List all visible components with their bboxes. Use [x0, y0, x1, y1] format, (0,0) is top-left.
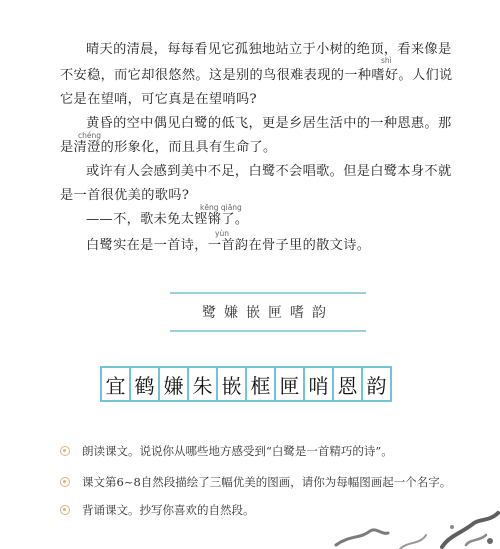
exercise-text: 朗读课文。说说你从哪些地方感受到“白鹭是一首精巧的诗”。 [82, 444, 393, 458]
paragraph-line: 它是在望哨，可它真是在望哨吗? [60, 92, 257, 107]
character-box: 嫌 [158, 366, 189, 402]
pinyin-cheng: chéng [78, 131, 102, 140]
character-box: 嵌 [216, 366, 247, 402]
paragraph-line: 不安稳，而它却很悠然。这是别的鸟很难表现的一种嗜好。人们说 [60, 68, 453, 83]
vocab-title: 鹭嫌嵌匣嗜韵 [170, 292, 366, 332]
paragraph-line: 白鹭实在是一首诗，一首韵在骨子里的散文诗。 [86, 238, 371, 253]
character-box: 朱 [187, 366, 218, 402]
circle-bullet-icon [60, 446, 70, 456]
character-box: 恩 [332, 366, 363, 402]
character-box: 框 [245, 366, 276, 402]
character-box: 韵 [361, 366, 392, 402]
paragraph-line: 晴天的清晨，每每看见它孤独地站立于小树的绝顶，看来像是 [86, 42, 452, 57]
character-box: 宜 [100, 366, 131, 402]
paragraph-line: 是一首很优美的歌吗? [60, 188, 190, 203]
pinyin-yun: yùn [215, 229, 229, 238]
paragraph-line: ——不，歌未免太铿锵了。 [86, 212, 249, 227]
paragraph-line: 黄昏的空中偶见白鹭的低飞，更是乡居生活中的一种恩惠。那 [86, 116, 452, 131]
circle-bullet-icon [60, 477, 70, 487]
character-boxes [100, 366, 392, 402]
exercise-item [60, 502, 255, 518]
pinyin-kengqiang: kēng qiāng [200, 203, 242, 212]
exercise-item [60, 474, 451, 490]
paragraph-line: 或许有人会感到美中不足，白鹭不会唱歌。但是白鹭本身不就 [86, 164, 452, 179]
exercise-text: 课文第6~8自然段描绘了三幅优美的图画，请你为每幅图画起一个名字。 [82, 475, 452, 489]
character-box: 哨 [303, 366, 334, 402]
ink-brush-decoration [330, 505, 500, 549]
character-box: 匣 [274, 366, 305, 402]
paragraph-line: 是清澄的形象化，而且具有生命了。 [60, 140, 277, 155]
character-box: 鹤 [129, 366, 160, 402]
exercise-text: 背诵课文。抄写你喜欢的自然段。 [82, 503, 255, 517]
exercise-item [60, 443, 393, 459]
circle-bullet-icon [60, 505, 70, 515]
pinyin-shi: shì [381, 56, 392, 65]
